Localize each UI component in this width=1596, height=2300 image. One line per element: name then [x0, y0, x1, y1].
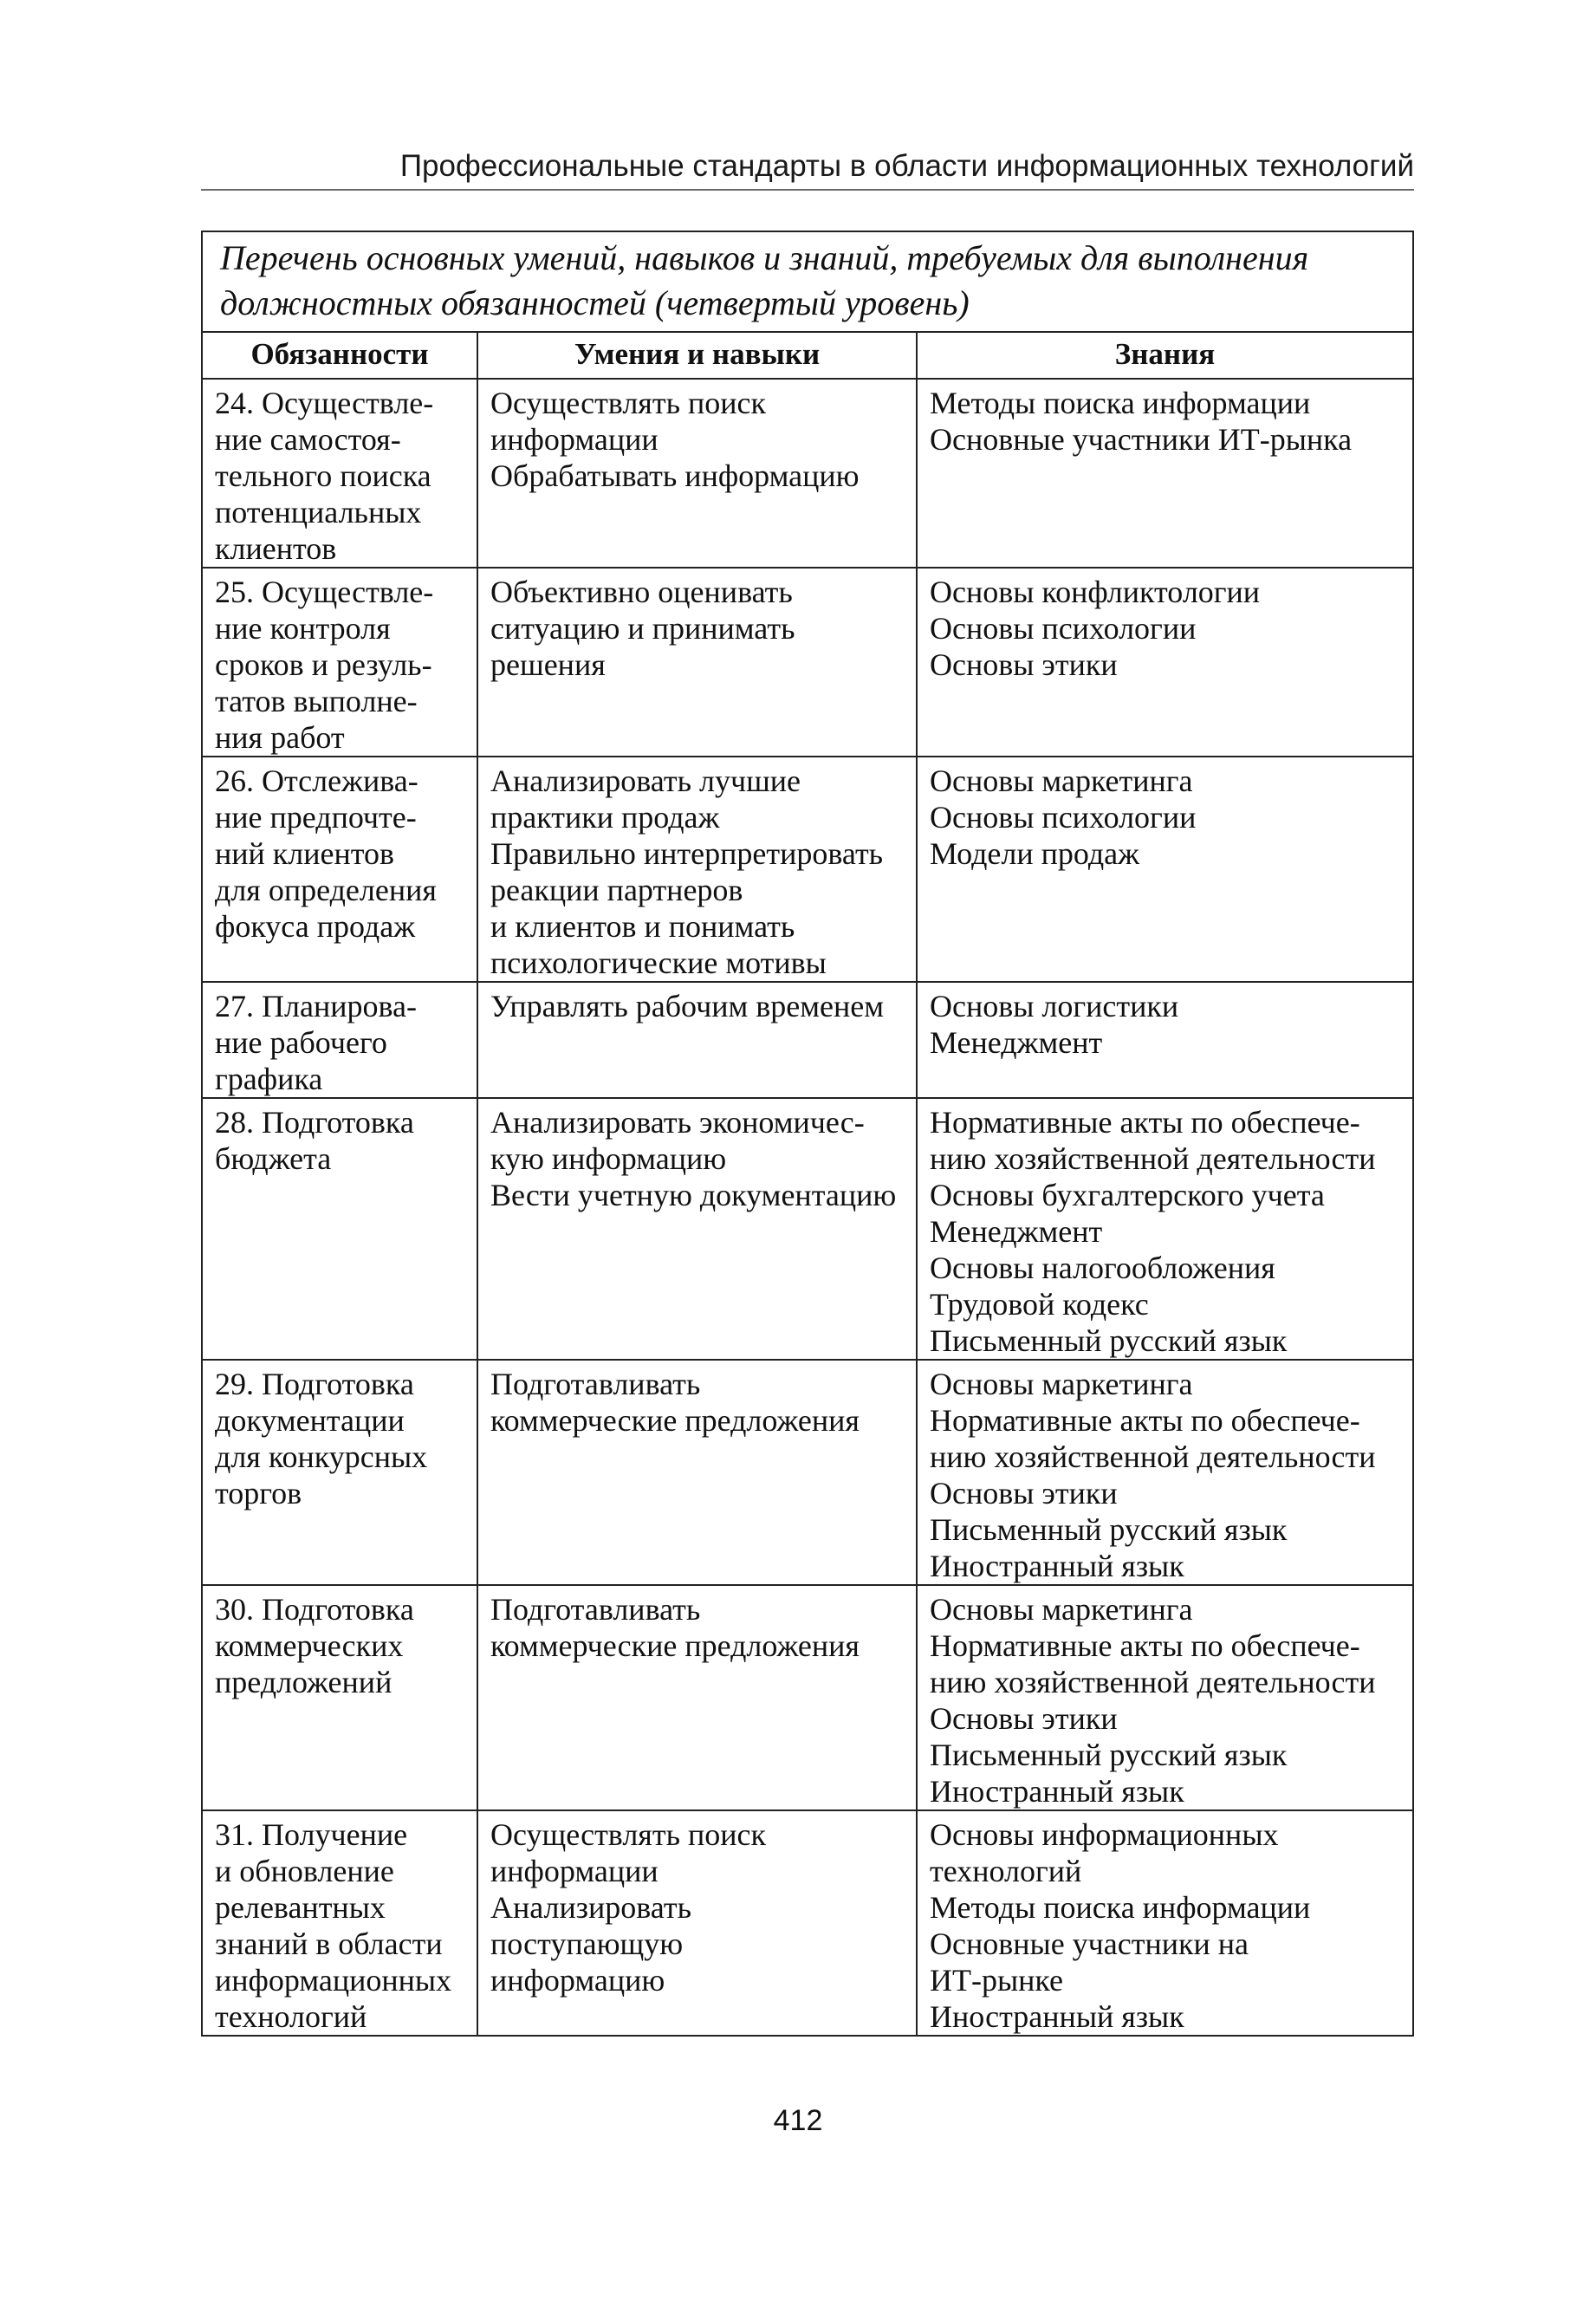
skills-cell — [477, 1360, 917, 1585]
cell-line: тельного поиска — [215, 458, 431, 493]
knowledge-cell — [917, 1360, 1413, 1585]
duty-cell — [202, 757, 477, 982]
cell-line: Основы психологии — [930, 800, 1197, 835]
cell-line: Осуществлять поиск — [490, 1817, 767, 1852]
cell-line: 25. Осуществле- — [215, 575, 434, 609]
cell-line: технологий — [930, 1854, 1082, 1888]
cell-line: Иностранный язык — [930, 1549, 1184, 1583]
duty-cell — [202, 982, 477, 1098]
cell-line: Менеджмент — [930, 1025, 1103, 1060]
cell-line: и клиентов и понимать — [490, 909, 795, 944]
duty-cell — [202, 379, 477, 568]
table-caption-row — [202, 231, 1413, 332]
cell-line: Основы налогообложения — [930, 1251, 1275, 1285]
cell-line: реакции партнеров — [490, 873, 743, 907]
cell-line: Менеджмент — [930, 1214, 1103, 1249]
cell-line: Методы поиска информации — [930, 386, 1311, 420]
cell-line: документации — [215, 1403, 405, 1438]
cell-line: Основы маркетинга — [930, 763, 1193, 798]
cell-line: ситуацию и принимать — [490, 611, 795, 646]
cell-line: Основы информационных — [930, 1817, 1279, 1852]
cell-line: ние рабочего — [215, 1025, 387, 1060]
cell-line: коммерческих — [215, 1628, 404, 1663]
cell-line: Анализировать — [490, 1890, 691, 1925]
cell-line: торгов — [215, 1476, 302, 1511]
cell-line: Анализировать лучшие — [490, 763, 801, 798]
cell-line: ний клиентов — [215, 836, 395, 871]
cell-line: Правильно интерпретировать — [490, 836, 884, 871]
cell-line: предложений — [215, 1665, 393, 1699]
cell-line: клиентов — [215, 531, 337, 566]
skills-cell — [477, 1585, 917, 1810]
cell-line: кую информацию — [490, 1141, 727, 1176]
cell-line: информацию — [490, 1963, 665, 1998]
cell-line: Анализировать экономичес- — [490, 1105, 865, 1140]
cell-line: и обновление — [215, 1854, 394, 1888]
cell-line: Основы конфликтологии — [930, 575, 1261, 609]
cell-line: бюджета — [215, 1141, 332, 1176]
cell-line: Объективно оценивать — [490, 575, 793, 609]
cell-line: Основные участники на — [930, 1926, 1249, 1961]
cell-line: Обрабатывать информацию — [490, 458, 860, 493]
cell-line: решения — [490, 647, 606, 682]
cell-line: практики продаж — [490, 800, 720, 835]
cell-line: нию хозяйственной деятельности — [930, 1665, 1376, 1699]
cell-line: поступающую — [490, 1926, 684, 1961]
cell-line: 30. Подготовка — [215, 1592, 414, 1627]
cell-line: Трудовой кодекс — [930, 1287, 1149, 1322]
cell-line: сроков и резуль- — [215, 647, 432, 682]
knowledge-cell — [917, 379, 1413, 568]
cell-line: информации — [490, 1854, 659, 1888]
cell-line: Методы поиска информации — [930, 1890, 1311, 1925]
cell-line: графика — [215, 1062, 323, 1096]
cell-line: Подготавливать — [490, 1367, 701, 1401]
cell-line: для определения — [215, 873, 437, 907]
cell-line: коммерческие предложения — [490, 1403, 860, 1438]
skills-table — [201, 231, 1414, 2037]
cell-line: Нормативные акты по обеспече- — [930, 1628, 1360, 1663]
cell-line: коммерческие предложения — [490, 1628, 860, 1663]
column-header-skills: Умения и навыки — [477, 332, 917, 379]
knowledge-cell — [917, 568, 1413, 757]
cell-line: 26. Отслежива- — [215, 763, 418, 798]
cell-line: 24. Осуществле- — [215, 386, 434, 420]
cell-line: Нормативные акты по обеспече- — [930, 1105, 1360, 1140]
table-row — [202, 1585, 1413, 1810]
table-caption — [202, 231, 1413, 332]
page-number: 412 — [773, 2104, 823, 2137]
cell-line: Основы этики — [930, 1476, 1118, 1511]
column-header-duties: Обязанности — [202, 332, 477, 379]
cell-line: Модели продаж — [930, 836, 1139, 871]
cell-line: Управлять рабочим временем — [490, 989, 885, 1023]
cell-line: Основы бухгалтерского учета — [930, 1178, 1325, 1212]
cell-line: татов выполне- — [215, 684, 418, 718]
knowledge-cell — [917, 757, 1413, 982]
cell-line: знаний в области — [215, 1926, 443, 1961]
table-row — [202, 1360, 1413, 1585]
cell-line: Основы этики — [930, 647, 1118, 682]
cell-line: нию хозяйственной деятельности — [930, 1439, 1376, 1474]
table-row — [202, 757, 1413, 982]
cell-line: Письменный русский язык — [930, 1323, 1288, 1358]
cell-line: Нормативные акты по обеспече- — [930, 1403, 1360, 1438]
cell-line: Осуществлять поиск — [490, 386, 767, 420]
table-row — [202, 379, 1413, 568]
cell-line: Основы логистики — [930, 989, 1179, 1023]
table-row — [202, 568, 1413, 757]
duty-cell — [202, 1360, 477, 1585]
cell-line: Основы маркетинга — [930, 1367, 1193, 1401]
cell-line: информации — [490, 422, 659, 457]
table-row — [202, 1810, 1413, 2036]
cell-line: релевантных — [215, 1890, 386, 1925]
duty-cell — [202, 1810, 477, 2036]
running-head: Профессиональные стандарты в области информационных технологий — [399, 149, 1414, 183]
cell-line: Иностранный язык — [930, 1774, 1184, 1809]
cell-line: Вести учетную документацию — [490, 1178, 897, 1212]
cell-line: Письменный русский язык — [930, 1512, 1288, 1547]
header-rule — [201, 189, 1414, 191]
cell-line: Письменный русский язык — [930, 1738, 1288, 1772]
duty-cell — [202, 568, 477, 757]
knowledge-cell — [917, 1585, 1413, 1810]
table-row — [202, 1098, 1413, 1360]
cell-line: 27. Планирова- — [215, 989, 417, 1023]
duty-cell — [202, 1098, 477, 1360]
skills-cell — [477, 1098, 917, 1360]
caption-line: Перечень основных умений, навыков и знаний, требуемых для выполнения — [220, 238, 1309, 277]
cell-line: Основы маркетинга — [930, 1592, 1193, 1627]
cell-line: Основы психологии — [930, 611, 1197, 646]
skills-cell — [477, 982, 917, 1098]
cell-line: ние контроля — [215, 611, 391, 646]
knowledge-cell — [917, 1098, 1413, 1360]
skills-cell — [477, 379, 917, 568]
cell-line: технологий — [215, 1999, 367, 2034]
duty-cell — [202, 1585, 477, 1810]
cell-line: ние самостоя- — [215, 422, 401, 457]
cell-line: ния работ — [215, 720, 345, 755]
cell-line: ИТ-рынке — [930, 1963, 1064, 1998]
cell-line: ние предпочте- — [215, 800, 417, 835]
column-header-knowledge: Знания — [917, 332, 1413, 379]
knowledge-cell — [917, 1810, 1413, 2036]
table-row — [202, 982, 1413, 1098]
skills-cell — [477, 757, 917, 982]
caption-line: должностных обязанностей (четвертый уровень) — [220, 283, 970, 322]
column-header-row — [202, 332, 1413, 379]
table-body — [202, 379, 1413, 2036]
cell-line: нию хозяйственной деятельности — [930, 1141, 1376, 1176]
cell-line: Основные участники ИТ-рынка — [930, 422, 1353, 457]
cell-line: Основы этики — [930, 1701, 1118, 1736]
cell-line: 31. Получение — [215, 1817, 408, 1852]
cell-line: Иностранный язык — [930, 1999, 1184, 2034]
cell-line: психологические мотивы — [490, 945, 827, 980]
cell-line: фокуса продаж — [215, 909, 416, 944]
skills-cell — [477, 1810, 917, 2036]
cell-line: информационных — [215, 1963, 452, 1998]
cell-line: 28. Подготовка — [215, 1105, 414, 1140]
cell-line: для конкурсных — [215, 1439, 428, 1474]
skills-cell — [477, 568, 917, 757]
cell-line: потенциальных — [215, 495, 422, 530]
knowledge-cell — [917, 982, 1413, 1098]
cell-line: 29. Подготовка — [215, 1367, 414, 1401]
cell-line: Подготавливать — [490, 1592, 701, 1627]
